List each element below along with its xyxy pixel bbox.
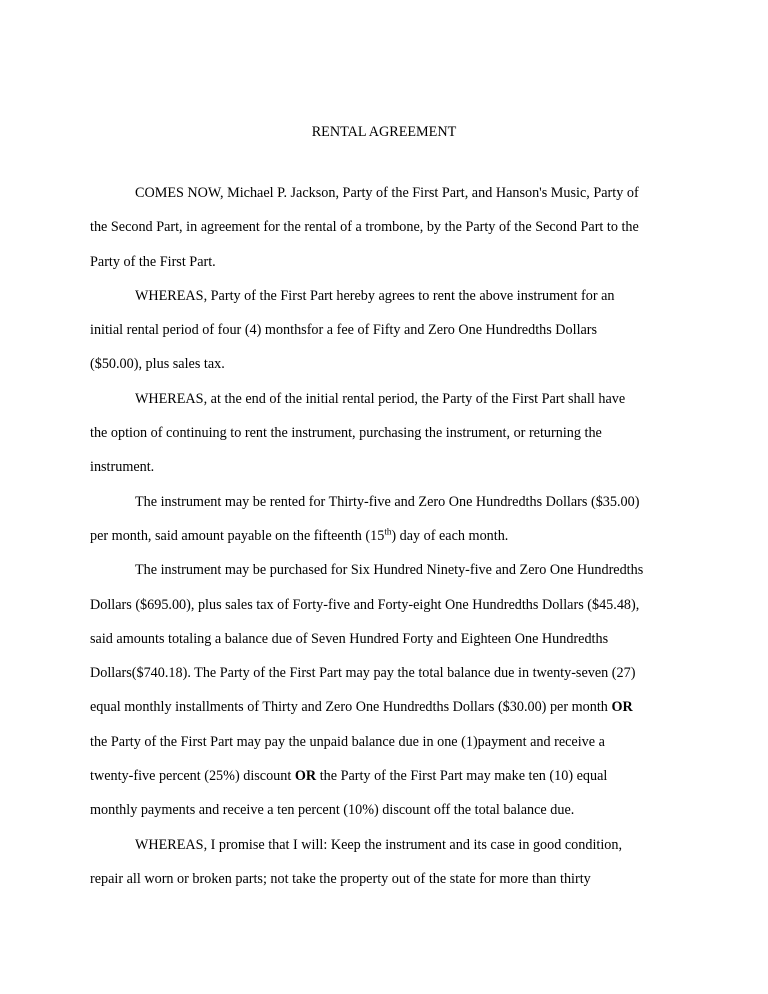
text-line: COMES NOW, Michael P. Jackson, Party of the First Part, and Hanson's Music, Party of xyxy=(135,185,639,201)
text-line: the Second Part, in agreement for the rental of a trombone, by the Party of the Second Part to the xyxy=(90,219,639,236)
agreement-body xyxy=(90,176,690,896)
text-line: WHEREAS, Party of the First Part hereby agrees to rent the above instrument for an xyxy=(135,287,615,304)
text-line: ($50.00), plus sales tax. xyxy=(90,356,225,373)
bold-or: OR xyxy=(611,699,633,716)
bold-or: OR xyxy=(294,768,317,785)
text-line: WHEREAS, at the end of the initial rental period, the Party of the First Part shall have xyxy=(135,390,626,407)
text-segment: equal monthly installments of Thirty and Zero One Hundredths Dollars ($30.00) per month xyxy=(90,699,612,716)
text-line xyxy=(90,759,690,793)
text-line: WHEREAS, I promise that I will: Keep the instrument and its case in good condition, xyxy=(135,836,623,853)
text-line: initial rental period of four (4) monthsfor a fee of Fifty and Zero One Hundredths Dollars xyxy=(90,322,598,339)
text-line: monthly payments and receive a ten percent (10%) discount off the total balance due. xyxy=(90,802,575,819)
text-line: The instrument may be purchased for Six Hundred Ninety-five and Zero One Hundredths xyxy=(135,562,644,579)
text-line: the option of continuing to rent the instrument, purchasing the instrument, or returning the xyxy=(90,425,602,442)
document-title: RENTAL AGREEMENT xyxy=(311,124,457,140)
text-line: said amounts totaling a balance due of Seven Hundred Forty and Eighteen One Hundredths xyxy=(90,630,609,647)
text-line: the Party of the First Part may pay the unpaid balance due in one (1)payment and receive a xyxy=(90,733,605,750)
text-line: The instrument may be rented for Thirty-five and Zero One Hundredths Dollars ($35.00) xyxy=(135,493,640,510)
text-segment: the Party of the First Part may make ten (10) equal xyxy=(316,768,608,785)
text-line: Party of the First Part. xyxy=(90,253,216,270)
text-line: Dollars($740.18). The Party of the First Part may pay the total balance due in twenty-seven (27) xyxy=(90,665,636,682)
text-line xyxy=(90,519,690,553)
superscript: th xyxy=(384,526,392,537)
text-segment: ) day of each month. xyxy=(391,527,509,544)
text-line: repair all worn or broken parts; not take the property out of the state for more than thirty xyxy=(90,870,591,887)
text-segment: per month, said amount payable on the fifteenth (15 xyxy=(90,527,385,544)
text-segment: twenty-five percent (25%) discount xyxy=(90,768,295,785)
text-line xyxy=(90,690,690,724)
text-line: Dollars ($695.00), plus sales tax of Forty-five and Forty-eight One Hundredths Dollars ($45.48), xyxy=(90,596,640,613)
text-line: instrument. xyxy=(90,459,155,476)
